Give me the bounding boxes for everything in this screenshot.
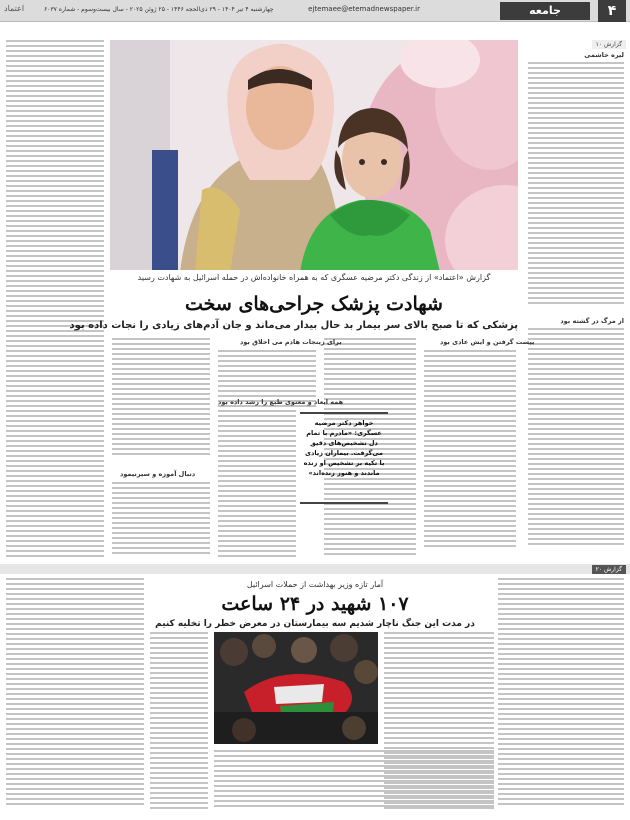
page-header [0, 0, 630, 22]
email-address: ejtemaee@etemadnewspaper.ir [308, 5, 420, 13]
article-column-4b [112, 482, 210, 557]
sidebar-report-tag: گزارش ۱۰ [592, 40, 626, 49]
second-bottom-text [214, 750, 494, 810]
article-column-4 [112, 338, 210, 458]
photo-caption: گزارش «اعتماد» از زندگی دکتر مرضیه عسگری که به همراه خانواده‌اش در حمله اسرائیل به شهادت رسید [110, 270, 518, 286]
second-subhead: در مدت این جنگ ناچار شدیم سه بیمارستان در معرض خطر را تخلیه کنیم [155, 619, 475, 629]
hero-photo [110, 40, 518, 272]
main-subhead: پزشکی که تا صبح بالای سر بیمار بد حال بیدار می‌ماند و جان آدم‌های زیادی را نجات داده بود [69, 320, 518, 331]
sidebar-heading: لیره خاشمی [584, 51, 624, 59]
main-headline: شهادت پزشک جراحی‌های سخت [185, 293, 443, 315]
column-heading: دنبال آموزه و سیرنیمود [120, 470, 196, 478]
second-right-column [498, 578, 624, 808]
dateline: چهارشنبه ۴ تیر ۱۴۰۴ - ۲۹ ذی‌الحجه ۱۴۴۶ - ۲۵ ژوئن ۲۰۲۵ - سال بیست‌وسوم - شماره ۶۰۳۷ [44, 6, 274, 13]
second-left-column [6, 578, 144, 808]
pull-quote: خواهر دکتر مرضیه عسگری: «مادرم با تمام دل تشخیص‌های دقیق می‌گرفت. بیماران زیادی با تکیه بر تشخیص او زنده ماندند و هنوز زنده‌اند» [300, 412, 388, 504]
second-column-b [150, 632, 208, 812]
article-column-1 [424, 350, 516, 550]
second-overline: آمار تازه وزیر بهداشت از حملات اسرائیل [246, 580, 384, 589]
article-column-3b [218, 410, 296, 560]
section-divider [0, 564, 630, 574]
page-number: ۴ [598, 0, 626, 22]
funeral-photo [214, 632, 378, 744]
column-heading: همه ابعاد و معنوی طبع را رشد داده بود [218, 398, 344, 406]
column-heading: برای زینجات هادم می اخلاق بود [240, 338, 342, 346]
sidebar-sub-heading: از مرگ در گشته بود [560, 317, 624, 325]
second-report-tag: گزارش ۲۰ [592, 565, 626, 574]
section-label: جامعه [500, 2, 590, 20]
newspaper-logo: اعتماد [4, 4, 25, 13]
second-headline: ۱۰۷ شهید در ۲۴ ساعت [221, 593, 409, 615]
column-heading: بیست گرفتن و ایش عادی بود [440, 338, 535, 346]
left-text-column [6, 40, 104, 560]
sidebar-text-column-2 [528, 328, 624, 548]
sidebar-text-column [528, 62, 624, 307]
